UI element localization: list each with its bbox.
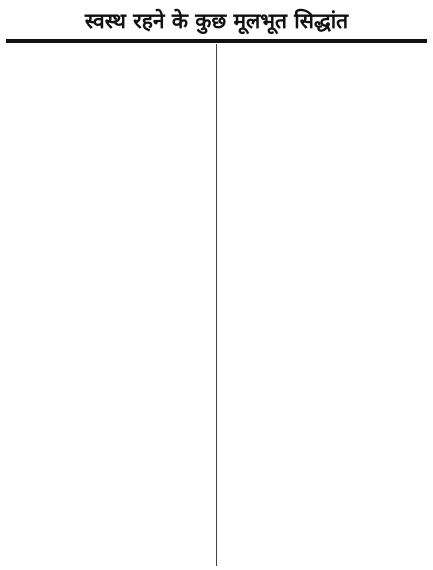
article-columns — [6, 44, 427, 566]
article-title: स्वस्थ रहने के कुछ मूलभूत सिद्धांत — [84, 9, 349, 33]
article-column-left — [6, 44, 216, 566]
title-underline — [6, 39, 427, 43]
article-column-right — [216, 44, 427, 566]
